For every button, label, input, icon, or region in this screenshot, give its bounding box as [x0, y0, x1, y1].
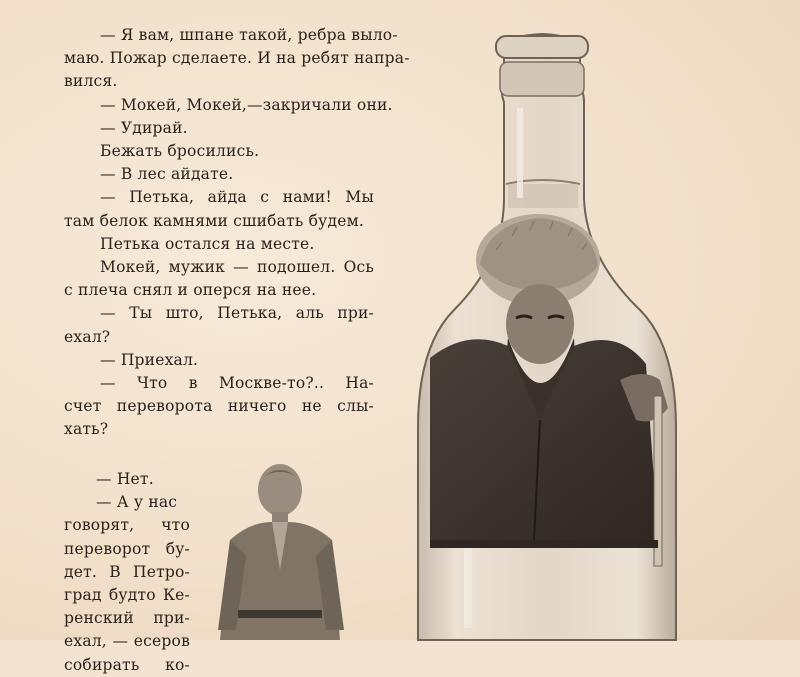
- text-line: Мокей, мужик — подошел. Ось: [100, 258, 374, 277]
- text-line: — Петька, айда с нами! Мы: [100, 188, 374, 207]
- text-line: собирать ко-: [64, 655, 190, 674]
- text-line: — Я вам, шпане такой, ребра выло-: [100, 26, 398, 44]
- text-line: — В лес айдате.: [100, 165, 234, 184]
- text-line: ренский при-: [64, 609, 190, 628]
- text-line: — Мокей, Мокей,—закричали они.: [100, 95, 393, 114]
- text-line: с плеча снял и оперся на нее.: [64, 281, 317, 300]
- text-line: Бежать бросились.: [100, 142, 260, 161]
- text-line: ехал, — есеров: [64, 632, 190, 651]
- bottle-illustration: [408, 28, 708, 640]
- text-line: говорят, что: [64, 516, 190, 535]
- text-line: — Нет.: [96, 470, 154, 488]
- narrow-text-column: [64, 468, 190, 677]
- text-line: переворот бу-: [64, 539, 190, 558]
- text-line: вился.: [64, 72, 118, 91]
- boy-photograph-icon: [210, 460, 350, 640]
- text-line: дет. В Петро-: [64, 562, 190, 581]
- text-line: маю. Пожар сделаете. И на ребят напра-: [64, 49, 410, 68]
- boy-photograph: [210, 460, 350, 640]
- text-line: хать?: [64, 420, 109, 439]
- text-line: ехал?: [64, 327, 111, 346]
- text-line: там белок камнями сшибать будем.: [64, 211, 364, 230]
- text-line: счет переворота ничего не слы-: [64, 397, 374, 416]
- text-line: — Ты што, Петька, аль при-: [100, 304, 374, 323]
- text-line: — Удирай.: [100, 118, 188, 137]
- text-line: Петька остался на месте.: [100, 234, 315, 253]
- text-line: — Приехал.: [100, 350, 199, 369]
- text-line: — Что в Москве-то?.. На-: [100, 374, 374, 393]
- main-text-column: [64, 24, 410, 442]
- text-line: — А у нас: [96, 493, 178, 512]
- glass-bottle-collage-icon: [408, 28, 708, 640]
- text-line: град будто Ке-: [64, 586, 190, 605]
